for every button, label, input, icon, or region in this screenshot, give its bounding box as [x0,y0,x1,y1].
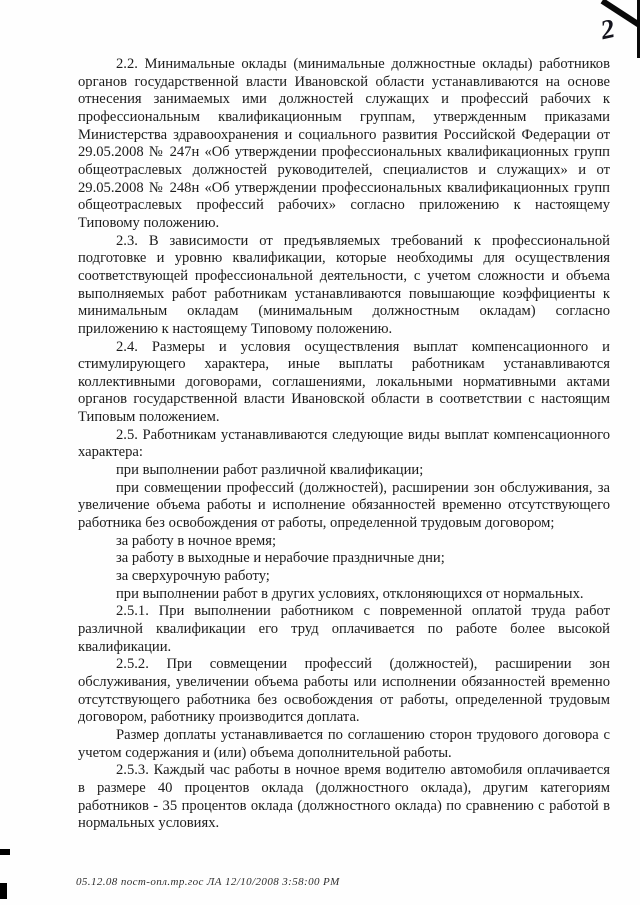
list-item-combining-professions: при совмещении профессий (должностей), расширении зон обслуживания, за увеличение объема работы и исполнение обязанностей временно отсутствующего работника без освобождения от работы, определенной трудовым договором; [78,479,610,532]
paragraph-2-5-2-continuation: Размер доплаты устанавливается по соглашению сторон трудового договора с учетом содержания и (или) объема дополнительной работы. [78,726,610,761]
scan-artifact-left-upper [0,849,10,855]
paragraph-2-3: 2.3. В зависимости от предъявляемых требований к профессиональной подготовке и уровню квалификации, которые необходимы для осуществления соответствующей профессиональной деятельности, с учетом сложности и объема выполняемых работ работникам устанавливаются повышающие коэффициенты к минимальным окладам (минимальным должностным окладам) согласно приложению к настоящему Типовому положению. [78,232,610,337]
list-item-other-conditions: при выполнении работ в других условиях, отклоняющихся от нормальных. [116,585,584,602]
paragraph-2-5-intro: 2.5. Работникам устанавливаются следующие виды выплат компенсационного характера: [78,426,610,461]
paragraph-2-5-1: 2.5.1. При выполнении работником с повременной оплатой труда работ различной квалификации его труд оплачивается по работе более высокой квалификации. [78,603,610,655]
document-body-text [78,56,610,833]
list-item-work-qualification: при выполнении работ различной квалификации; [116,462,424,479]
paragraph-2-4: 2.4. Размеры и условия осуществления выплат компенсационного и стимулирующего характера, иные выплаты работникам устанавливаются коллективными договорами, соглашениями, локальными нормативными актами органов государственной власти Ивановской области в соответствии с настоящим Типовым положением. [78,338,610,426]
document-footer-stamp: 05.12.08 пост-опл.тр.гос ЛА 12/10/2008 3:58:00 PM [76,876,340,888]
paragraph-2-5-3: 2.5.3. Каждый час работы в ночное время водителю автомобиля оплачивается в размере 40 процентов оклада (должностного оклада), другим категориям работников - 35 процентов оклада (должностного оклада) по сравнению с работой в нормальных условиях. [78,762,610,832]
list-item-night-work: за работу в ночное время; [116,532,277,549]
list-item-weekend-work: за работу в выходные и нерабочие праздничные дни; [116,550,445,567]
paragraph-2-2: 2.2. Минимальные оклады (минимальные должностные оклады) работников органов государственной власти Ивановской области устанавливаются на основе отнесения занимаемых ими должностей служащих и профессий рабочих к профессиональным квалификационным группам, утвержденным приказами Министерства здравоохранения и социального развития Российской Федерации от 29.05.2008 № 247н «Об утверждении профессиональных квалификационных групп общеотраслевых должностей руководителей, специалистов и служащих» и от 29.05.2008 № 248н «Об утверждении профессиональных квалификационных групп общеотраслевых профессий рабочих» согласно приложению к настоящему Типовому положению. [78,56,610,231]
scan-artifact-left-lower [0,883,7,899]
list-item-overtime: за сверхурочную работу; [116,568,270,585]
paragraph-2-5-2: 2.5.2. При совмещении профессий (должностей), расширении зон обслуживания, увеличении объема работы или исполнении обязанностей временно отсутствующего работника без освобождения от работы, определенной трудовым договором, работнику производится доплата. [78,656,610,726]
handwritten-page-number: 2 [597,12,617,46]
